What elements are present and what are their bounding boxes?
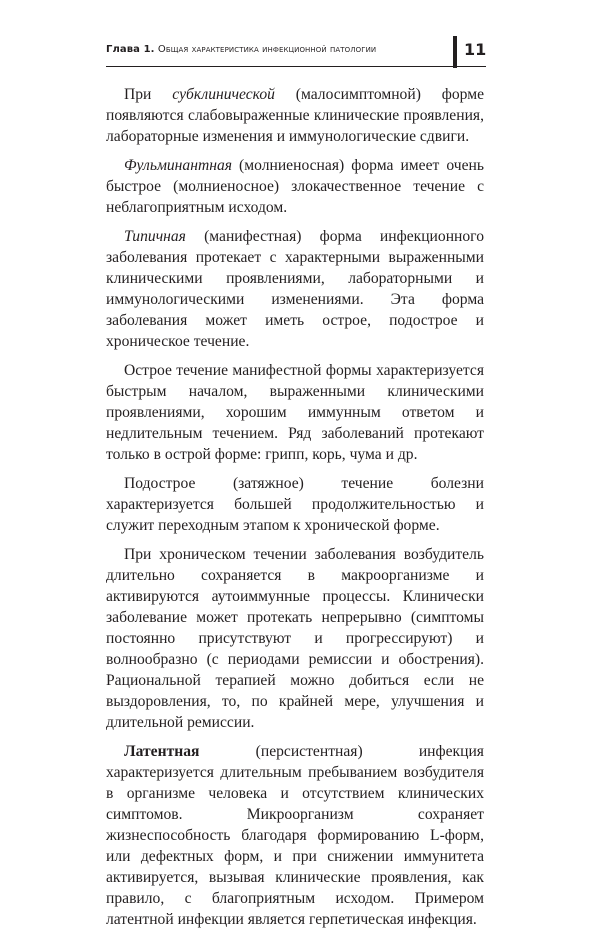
term-fulminant: Фульминантная: [124, 157, 232, 174]
paragraph-text: (персистентная) инфекция характеризуется длительным пребыванием возбудителя в организме человека и отсутствием клинических симптомов. Микроорганизм сохраняет жизнеспособность благодаря формированию L-форм, или дефектных форм, и при снижении иммунитета активируется, вызывая клинические проявления, как правило, с благоприятным исходом. Примером латентной инфекции является герпетическая инфекция.: [106, 743, 484, 928]
paragraph-lead: При: [124, 86, 173, 103]
paragraph-text: (малосимптомной) форме появляются слабовыраженные клинические проявления, лабораторные изменения и иммунологические сдвиги.: [106, 86, 484, 145]
term-latent: Латентная: [124, 743, 200, 760]
paragraph-typical: [106, 226, 484, 352]
body-text: [106, 84, 484, 930]
paragraph-latent: [106, 741, 484, 930]
running-header: [106, 44, 376, 55]
chapter-label: Глава 1.: [106, 44, 155, 55]
term-subclinical: субклинической: [172, 86, 275, 103]
paragraph-text: (молниеносная) форма имеет очень быстрое (молниеносное) злокачественное течение с неблагоприятным исходом.: [106, 157, 484, 216]
paragraph-text: (манифестная) форма инфекционного заболевания протекает с характерными выраженными клиническими проявлениями, лабораторными и иммунологическими изменениями. Эта форма заболевания может иметь острое, подострое и хроническое течение.: [106, 228, 484, 350]
paragraph-fulminant: [106, 155, 484, 218]
chapter-title: Общая характеристика инфекционной патологии: [157, 44, 377, 55]
page-number: 11: [464, 40, 487, 59]
header-rule: [106, 66, 486, 67]
paragraph-chronic: При хроническом течении заболевания возбудитель длительно сохраняется в макроорганизме и активируются аутоиммунные процессы. Клинически заболевание может протекать непрерывно (симптомы постоянно присутствуют и прогрессируют) и волнообразно (с периодами ремиссии и обострения). Рациональной терапией можно добиться если не выздоровления, то, по крайней мере, улучшения и длительной ремиссии.: [106, 546, 484, 731]
paragraph-subclinical: [106, 84, 484, 147]
term-typical: Типичная: [124, 228, 186, 245]
paragraph-subacute: Подострое (затяжное) течение болезни характеризуется большей продолжительностью и служит переходным этапом к хронической форме.: [106, 475, 484, 534]
paragraph-acute: Острое течение манифестной формы характеризуется быстрым началом, выраженными клиническими проявлениями, хорошим иммунным ответом и недлительным течением. Ряд заболеваний протекают только в острой форме: грипп, корь, чума и др.: [106, 362, 484, 463]
header-divider-bar: [453, 36, 457, 68]
